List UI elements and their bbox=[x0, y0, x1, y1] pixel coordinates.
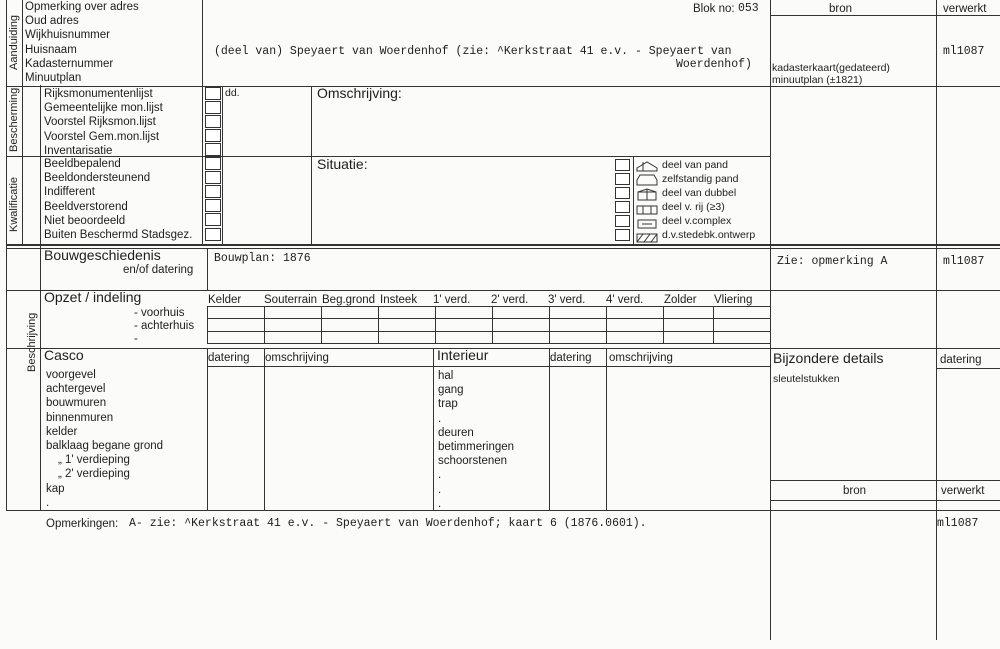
kwalificatie-checkbox[interactable] bbox=[205, 185, 221, 198]
datering-label: en/of datering bbox=[123, 264, 194, 276]
bron-header: bron bbox=[829, 3, 853, 15]
casco-omschrijving-header: omschrijving bbox=[265, 352, 329, 364]
opzet-column: Souterrain bbox=[264, 294, 318, 306]
bescherming-item: Voorstel Rijksmon.lijst bbox=[44, 116, 156, 129]
bescherming-item: Inventarisatie bbox=[44, 144, 113, 157]
deel-van-complex-icon bbox=[638, 220, 656, 228]
opzet-column: 4' verd. bbox=[606, 294, 644, 306]
bescherming-checkbox[interactable] bbox=[205, 143, 221, 156]
bouwgeschiedenis-label: Bouwgeschiedenis bbox=[44, 247, 161, 263]
interieur-item: gang bbox=[438, 384, 464, 397]
kwalificatie-list bbox=[44, 157, 192, 242]
opzet-label: Opzet / indeling bbox=[44, 289, 142, 305]
field-label: Kadasternummer bbox=[25, 57, 114, 70]
situatie-label: Situatie: bbox=[317, 156, 368, 172]
bescherming-item: Rijksmonumentenlijst bbox=[44, 88, 153, 100]
interieur-items bbox=[438, 369, 514, 511]
interieur-item: hal bbox=[438, 370, 454, 382]
casco-item: balklaag begane grond bbox=[46, 440, 164, 453]
bron-minuutplan: minuutplan (±1821) bbox=[772, 74, 863, 86]
opmerkingen-text: A- zie: ^Kerkstraat 41 e.v. - Speyaert van Woerdenhof; kaart 6 (1876.0601). bbox=[129, 517, 647, 530]
opzet-column: 1' verd. bbox=[433, 294, 471, 306]
casco-label: Casco bbox=[44, 347, 84, 363]
situatie-checkbox[interactable] bbox=[615, 173, 630, 185]
situatie-option: deel van dubbel bbox=[662, 187, 737, 199]
situatie-option: d.v.stedebk.ontwerp bbox=[662, 229, 756, 241]
situatie-option: zelfstandig pand bbox=[662, 173, 739, 185]
kwalificatie-item: Beeldondersteunend bbox=[44, 172, 151, 185]
bijzondere-bron-header: bron bbox=[843, 485, 867, 497]
situatie-option: deel v. rij (≥3) bbox=[662, 201, 725, 213]
opzet-column: 2' verd. bbox=[491, 294, 529, 306]
beschrijving-verwerkt-value: ml1087 bbox=[943, 255, 985, 268]
kwalificatie-checkbox[interactable] bbox=[205, 213, 221, 226]
casco-item: voorgevel bbox=[46, 369, 96, 381]
omschrijving-label: Omschrijving: bbox=[317, 85, 402, 101]
kwalificatie-item: Beeldverstorend bbox=[44, 200, 128, 213]
interieur-item: trap bbox=[438, 398, 458, 411]
zelfstandig-pand-icon bbox=[637, 175, 657, 185]
kwalificatie-item: Beeldbepalend bbox=[44, 158, 121, 170]
casco-item: achtergevel bbox=[46, 383, 106, 396]
situatie-checkbox[interactable] bbox=[615, 201, 630, 213]
opzet-column: 3' verd. bbox=[548, 294, 586, 306]
verwerkt-header: verwerkt bbox=[943, 3, 987, 15]
building-type-icons bbox=[635, 158, 659, 244]
opmerkingen-verwerkt-value: ml1087 bbox=[937, 517, 979, 530]
deel-van-rij-icon bbox=[637, 206, 657, 214]
situatie-checkbox[interactable] bbox=[615, 229, 630, 241]
deel-van-dubbel-icon bbox=[638, 189, 656, 200]
situatie-checkbox[interactable] bbox=[615, 159, 630, 171]
casco-item: „ 1' verdieping bbox=[58, 454, 130, 467]
field-label: Wijkhuisnummer bbox=[25, 29, 110, 42]
bijzondere-details-label: Bijzondere details bbox=[773, 350, 884, 366]
kwalificatie-item: Buiten Beschermd Stadsgez. bbox=[44, 229, 193, 242]
situatie-option: deel van pand bbox=[662, 159, 728, 171]
casco-item: kap bbox=[46, 482, 65, 495]
casco-item: „ 2' verdieping bbox=[58, 468, 130, 481]
aanduiding-side-label: Aanduiding bbox=[8, 14, 20, 70]
situatie-checkbox[interactable] bbox=[615, 215, 630, 227]
casco-item: bouwmuren bbox=[46, 397, 107, 410]
interieur-item: schoorstenen bbox=[438, 455, 508, 468]
interieur-item: . bbox=[438, 412, 442, 425]
blok-label: Blok no: bbox=[693, 3, 735, 15]
opzet-column: Kelder bbox=[208, 294, 242, 306]
bouwplan-value: Bouwplan: 1876 bbox=[214, 252, 311, 265]
interieur-label: Interieur bbox=[437, 347, 489, 363]
kwalificatie-item: Niet beoordeeld bbox=[44, 214, 126, 227]
stedebouwkundig-ontwerp-icon bbox=[637, 234, 657, 242]
adres-value-cont: Woerdenhof) bbox=[676, 58, 752, 71]
interieur-item: . bbox=[438, 483, 442, 496]
kwalificatie-item: Indifferent bbox=[44, 186, 95, 199]
deel-van-pand-icon bbox=[637, 162, 657, 171]
opzet-row-other: - bbox=[134, 333, 138, 345]
zie-value: Zie: opmerking A bbox=[777, 255, 888, 268]
casco-datering-header: datering bbox=[208, 352, 250, 364]
situatie-checkbox[interactable] bbox=[615, 187, 630, 199]
opzet-column: Zolder bbox=[664, 294, 697, 306]
interieur-item: deuren bbox=[438, 426, 474, 439]
kwalificatie-checkbox[interactable] bbox=[205, 228, 221, 241]
dd-label: dd. bbox=[225, 87, 240, 99]
kwalificatie-checkbox[interactable] bbox=[205, 157, 221, 170]
bijzondere-verwerkt-header: verwerkt bbox=[941, 485, 985, 497]
bescherming-checkbox[interactable] bbox=[205, 101, 221, 114]
bescherming-item: Voorstel Gem.mon.lijst bbox=[44, 130, 160, 143]
kwalificatie-checkbox[interactable] bbox=[205, 199, 221, 212]
situatie-option: deel v.complex bbox=[662, 215, 732, 227]
situatie-options bbox=[662, 158, 755, 242]
bescherming-item: Gemeentelijke mon.lijst bbox=[44, 102, 163, 115]
field-label: Oud adres bbox=[25, 15, 79, 28]
opzet-column: Insteek bbox=[380, 294, 418, 306]
interieur-item: betimmeringen bbox=[438, 441, 515, 454]
bijzondere-item: sleutelstukken bbox=[773, 373, 840, 385]
bescherming-checkbox[interactable] bbox=[205, 115, 221, 128]
opmerkingen-label: Opmerkingen: bbox=[46, 518, 119, 530]
blok-value: 053 bbox=[738, 2, 759, 15]
bescherming-side-label: Bescherming bbox=[8, 87, 20, 152]
interieur-omschrijving-header: omschrijving bbox=[609, 352, 673, 364]
beschrijving-side-label: Beschrijving bbox=[26, 312, 38, 372]
adres-value: (deel van) Speyaert van Woerdenhof (zie: ^Kerkstraat 41 e.v. - Speyaert van bbox=[214, 45, 732, 58]
aanduiding-field-list bbox=[25, 0, 139, 85]
casco-item: kelder bbox=[46, 425, 78, 438]
casco-items bbox=[46, 368, 163, 510]
kwalificatie-checkbox[interactable] bbox=[205, 171, 221, 184]
interieur-item: . bbox=[438, 469, 442, 482]
bescherming-checkbox[interactable] bbox=[205, 129, 221, 142]
interieur-datering-header: datering bbox=[550, 352, 592, 364]
casco-item: binnenmuren bbox=[46, 411, 114, 424]
field-label: Opmerking over adres bbox=[25, 1, 139, 13]
opzet-column: Vliering bbox=[714, 294, 753, 306]
opzet-column: Beg.grond bbox=[322, 294, 376, 306]
kwalificatie-side-label: Kwalificatie bbox=[8, 176, 20, 232]
field-label: Huisnaam bbox=[25, 43, 77, 56]
bijzondere-datering-header: datering bbox=[940, 354, 982, 366]
bescherming-checkbox[interactable] bbox=[205, 87, 221, 100]
field-label: Minuutplan bbox=[25, 72, 82, 85]
casco-item: . bbox=[46, 496, 50, 509]
aanduiding-verwerkt-value: ml1087 bbox=[943, 45, 985, 58]
interieur-item: . bbox=[438, 497, 442, 510]
opzet-row-achterhuis: - achterhuis bbox=[134, 320, 195, 332]
opzet-row-voorhuis: - voorhuis bbox=[134, 307, 185, 319]
bescherming-list bbox=[44, 87, 163, 158]
bron-kadasterkaart: kadasterkaart(gedateerd) bbox=[772, 62, 890, 74]
